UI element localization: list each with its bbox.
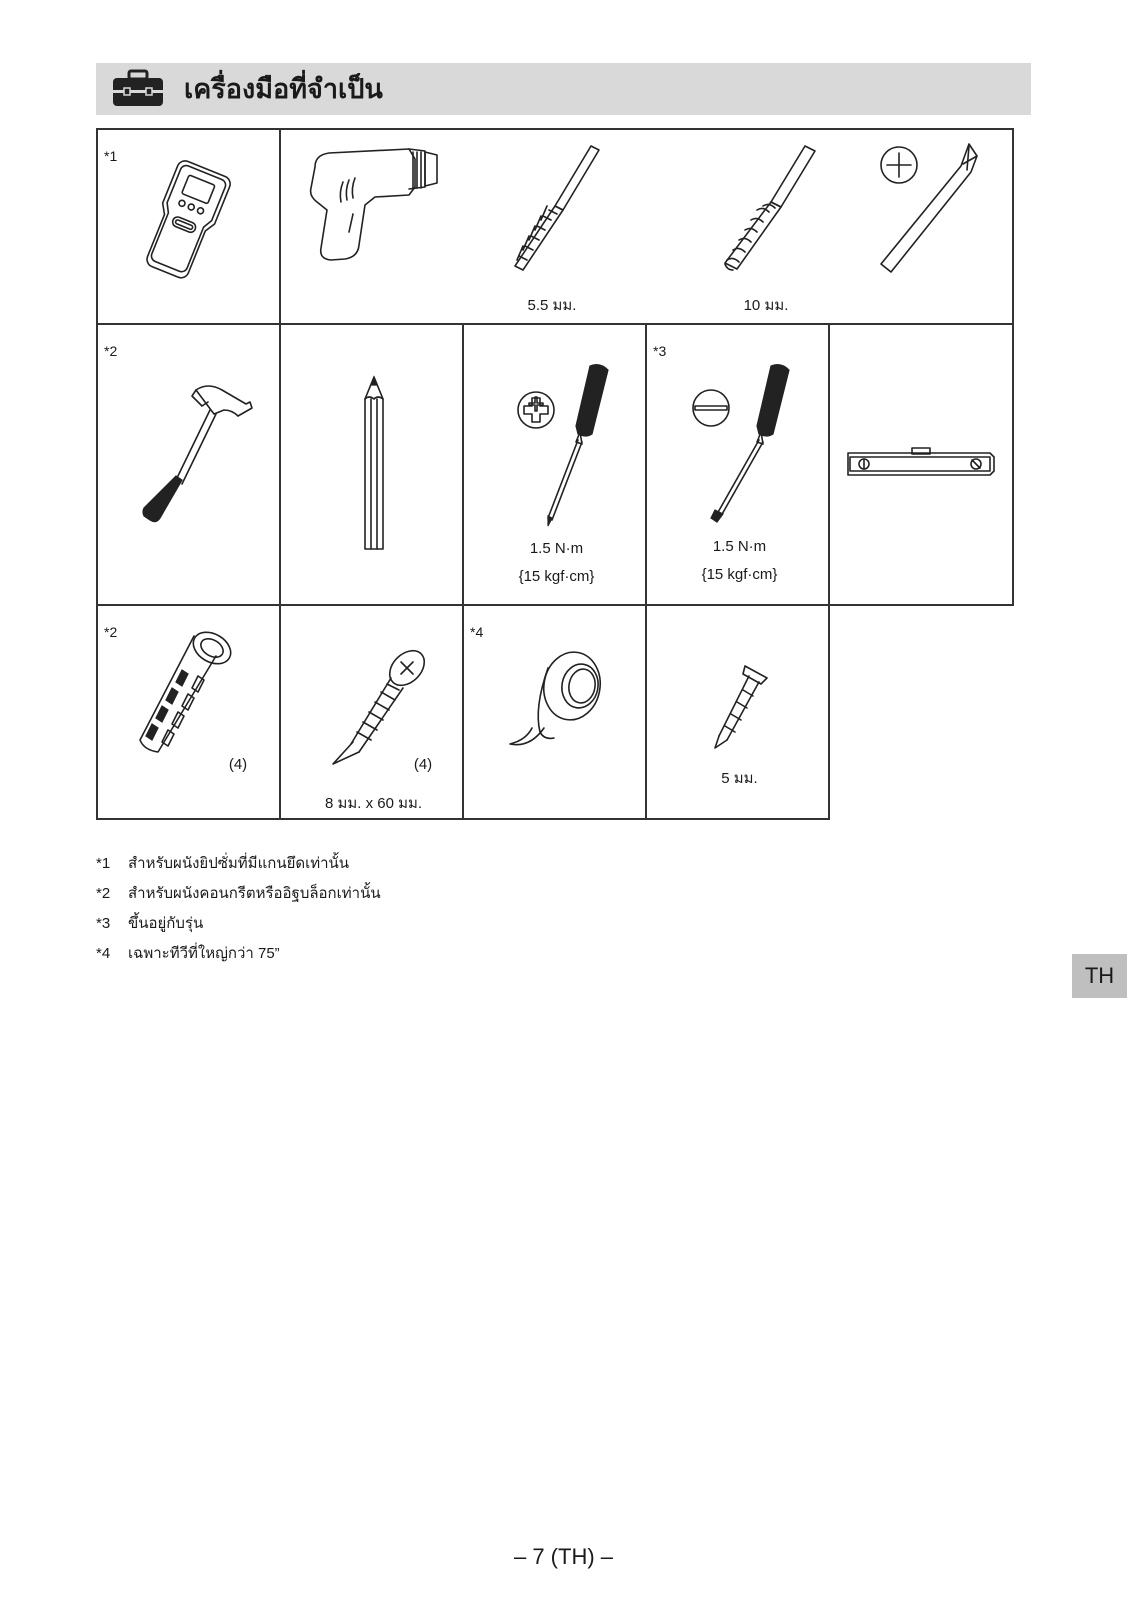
language-tab: TH [1072,954,1127,998]
section-header [96,63,1031,115]
footnote-text: ขึ้นอยู่กับรุ่น [128,915,204,932]
note-mark: *4 [470,624,484,640]
section-title: เครื่องมือที่จำเป็น [184,74,383,104]
pencil-icon [359,375,389,555]
note-mark: *3 [653,343,667,359]
flat-screwdriver-icon [687,360,797,530]
flat-torque-label: 1.5 N·m [712,538,767,555]
phillips-screwdriver-icon [512,360,622,530]
page-number: – 7 (TH) – [513,1544,614,1569]
spirit-level-icon [844,445,998,479]
screw-icon [327,646,437,766]
wall-plug-icon [132,626,242,776]
screw-qty-label: (4) [413,756,433,773]
cell-flat-screwdriver [645,323,830,606]
footnote-mark: *4 [96,945,111,962]
cell-wall-plug [96,604,281,820]
footnote [96,849,381,879]
hammer-icon [136,380,256,525]
footnote-text: สำหรับผนังยิปซั่มที่มีแกนยึดเท่านั้น [128,855,350,872]
toolbox-icon [110,68,166,110]
cell-screw [279,604,464,820]
footnote-mark: *2 [96,885,111,902]
footnote-text: สำหรับผนังคอนกรีตหรืออิฐบล็อกเท่านั้น [128,885,381,902]
footnote [96,879,381,909]
cell-hammer [96,323,281,606]
cell-pencil [279,323,464,606]
flat-torque-alt-label: {15 kgf·cm} [701,566,778,583]
cell-drill-and-bits [279,128,1014,325]
footnote-text: เฉพาะทีวีที่ใหญ่กว่า 75” [128,945,280,962]
cell-level [828,323,1014,606]
cell-small-screw [645,604,830,820]
phillips-torque-label: 1.5 N·m [529,540,584,557]
note-mark: *1 [104,148,118,164]
screw-size-label: 8 มม. x 60 มม. [324,795,423,812]
footnote-mark: *3 [96,915,111,932]
cell-tape [462,604,647,820]
drill-icon [303,142,453,277]
phillips-torque-alt-label: {15 kgf·cm} [518,568,595,585]
note-mark: *2 [104,343,118,359]
small-screw-size-label: 5 มม. [721,770,758,787]
footnote-mark: *1 [96,855,111,872]
footnote [96,909,381,939]
footnotes [96,849,381,969]
cell-stud-finder [96,128,281,325]
stud-finder-icon [136,160,236,280]
screwdriver-bit-icon [877,140,987,280]
footnote [96,939,381,969]
tape-roll-icon [504,646,624,756]
cell-phillips-screwdriver [462,323,647,606]
note-mark: *2 [104,624,118,640]
wall-plug-qty-label: (4) [228,756,248,773]
drill-bit-large-size-label: 10 มม. [743,297,789,314]
drill-bit-size-label: 5.5 มม. [527,297,577,314]
small-screw-icon [711,662,771,752]
drill-bit-icon [503,144,603,274]
drill-bit-large-icon [711,144,821,274]
